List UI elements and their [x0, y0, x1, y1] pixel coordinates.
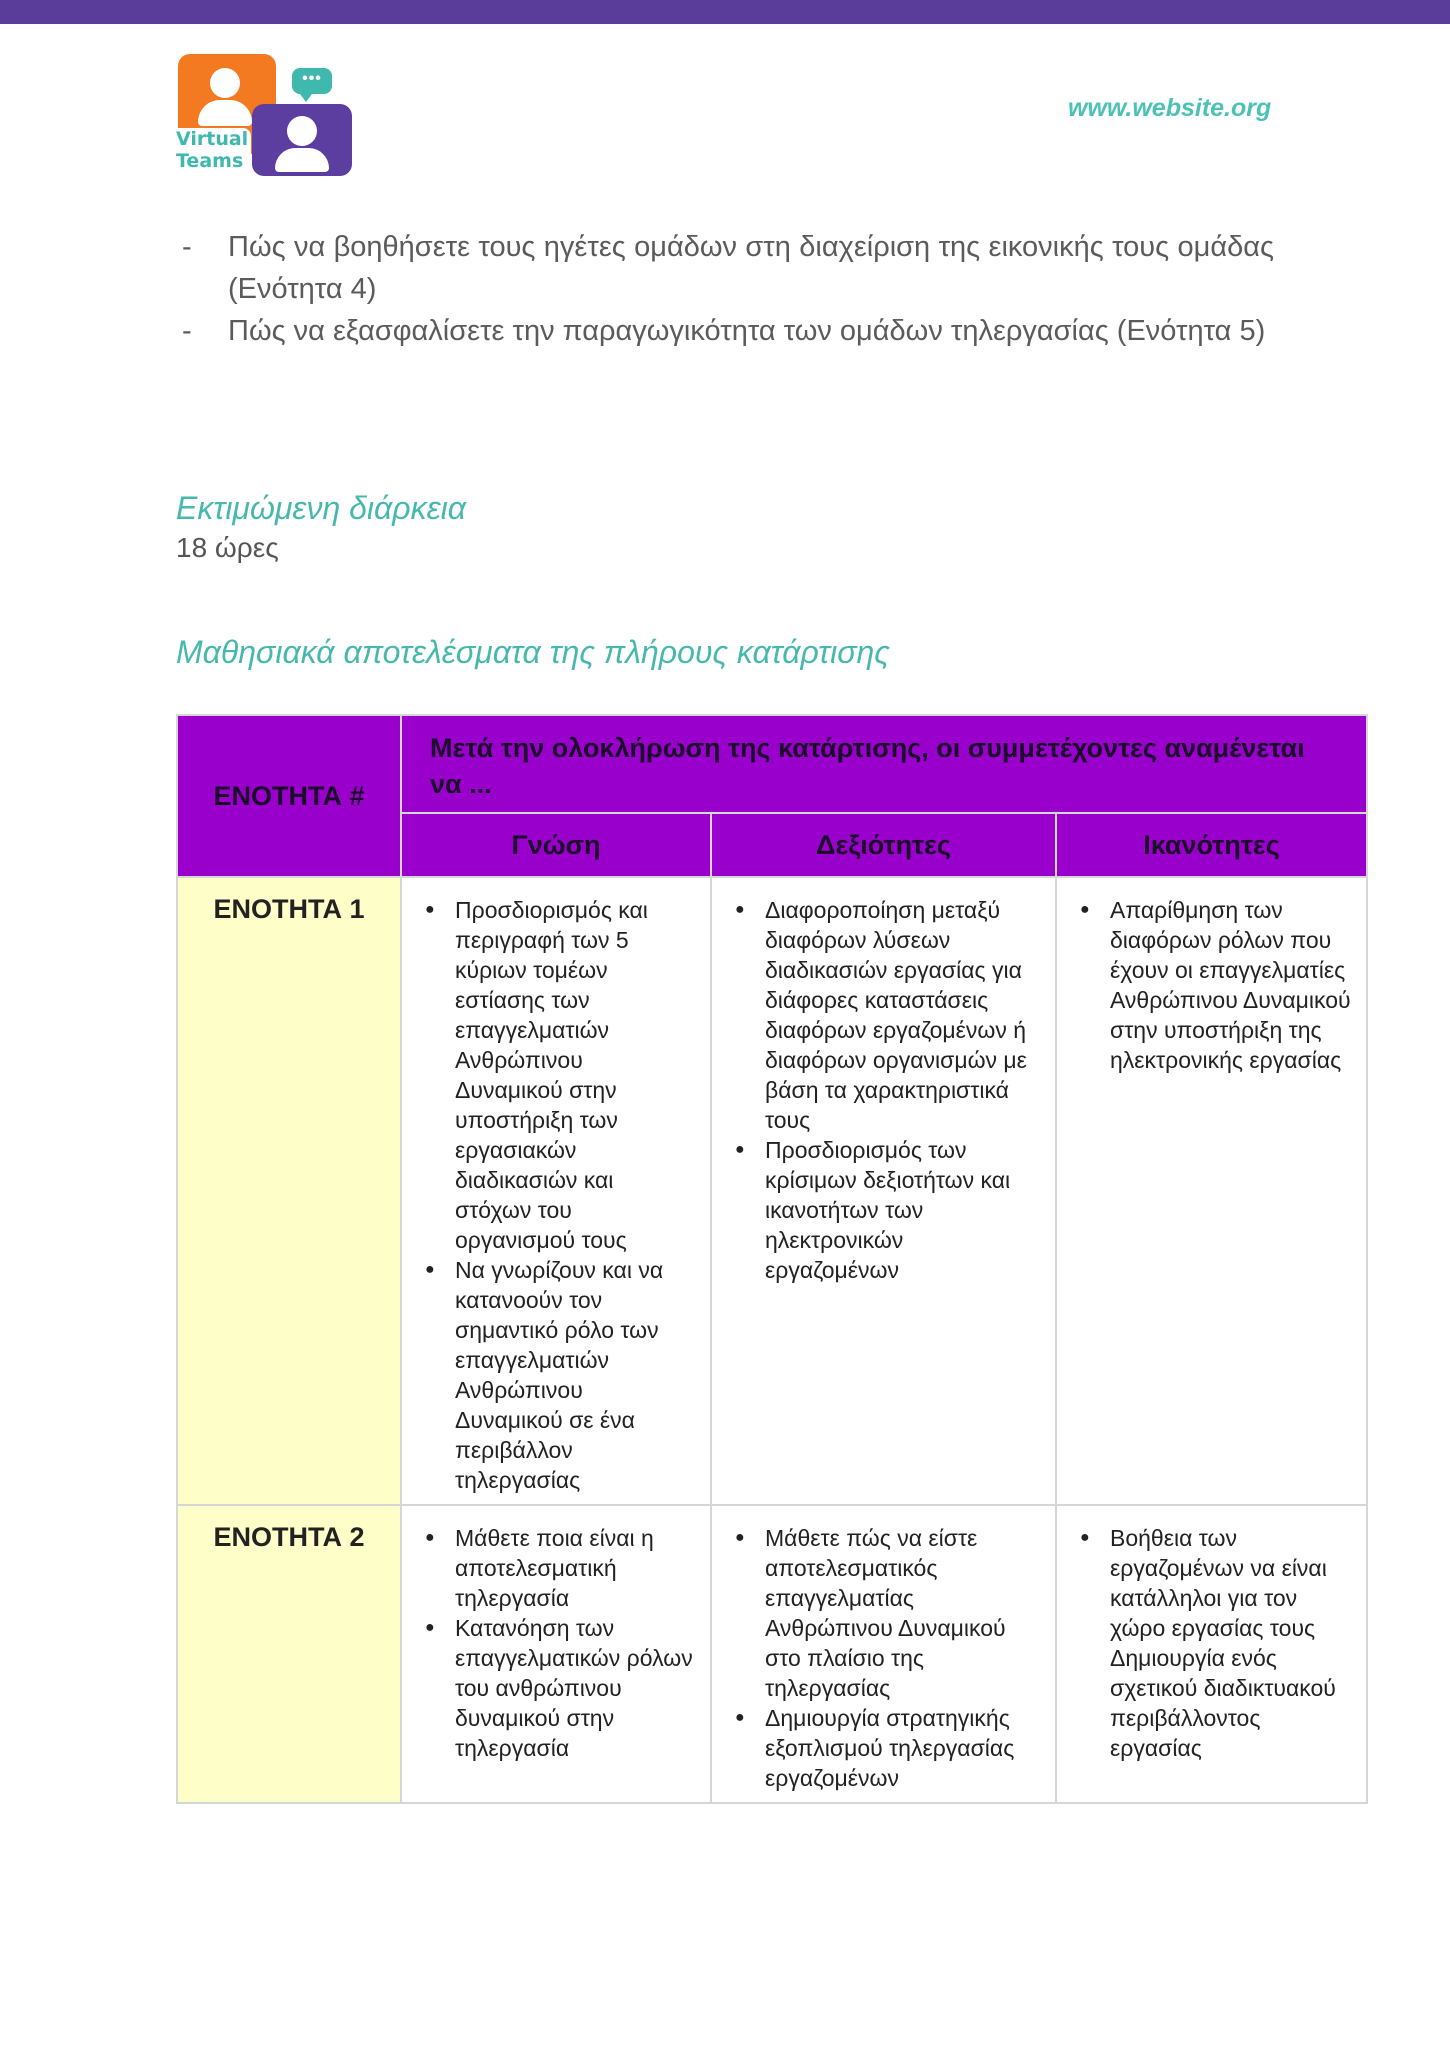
header-skills: Δεξιότητες — [711, 813, 1056, 877]
chat-bubble-icon: ••• — [292, 68, 332, 94]
logo-text: Virtual Teams — [176, 128, 251, 172]
header-after-training: Μετά την ολοκλήρωση της κατάρτισης, οι συμμετέχοντες αναμένεται να ... — [401, 715, 1367, 813]
intro-bullet-list — [176, 226, 1274, 352]
unit-cell: ΕΝΟΤΗΤΑ 2 — [177, 1505, 401, 1803]
competences-cell — [1056, 877, 1367, 1505]
virtual-teams-logo — [176, 52, 356, 182]
logo-person-icon — [287, 116, 317, 146]
duration-value: 18 ώρες — [176, 532, 279, 563]
top-accent-bar — [0, 0, 1450, 24]
table-row — [177, 1505, 1367, 1803]
list-item: ● Δημιουργία στρατηγικής εξοπλισμού τηλεργασίας εργαζομένων — [765, 1703, 1040, 1793]
list-item: - Πώς να εξασφαλίσετε την παραγωγικότητα των ομάδων τηλεργασίας (Ενότητα 5) — [182, 315, 1266, 347]
list-item: ● Μάθετε ποια είναι η αποτελεσματική τηλεργασία — [455, 1523, 695, 1613]
knowledge-cell — [401, 1505, 711, 1803]
list-item: - Πώς να βοηθήσετε τους ηγέτες ομάδων στη διαχείριση της εικονικής τους ομάδας (Ενότητα 4) — [182, 231, 1274, 305]
list-item: ● Βοήθεια των εργαζομένων να είναι κατάλληλοι για τον χώρο εργασίας τους Δημιουργία ενός σχετικού διαδικτυακού περιβάλλοντος εργασίας — [1110, 1523, 1351, 1763]
competences-cell — [1056, 1505, 1367, 1803]
unit-cell: ΕΝΟΤΗΤΑ 1 — [177, 877, 401, 1505]
list-item: ● Διαφοροποίηση μεταξύ διαφόρων λύσεων διαδικασιών εργασίας για διάφορες καταστάσεις διαφόρων εργαζομένων ή διαφόρων οργανισμών με βάση τα χαρακτηριστικά τους — [765, 895, 1040, 1135]
website-url[interactable]: www.website.org — [1068, 94, 1272, 122]
header-knowledge: Γνώση — [401, 813, 711, 877]
list-item: ● Προσδιορισμός των κρίσιμων δεξιοτήτων και ικανοτήτων των ηλεκτρονικών εργαζομένων — [765, 1135, 1040, 1285]
list-item: ● Μάθετε πώς να είστε αποτελεσματικός επαγγελματίας Ανθρώπινου Δυναμικού στο πλαίσιο της τηλεργασίας — [765, 1523, 1040, 1703]
list-item: ● Απαρίθμηση των διαφόρων ρόλων που έχουν οι επαγγελματίες Ανθρώπινου Δυναμικού στην υποστήριξη της ηλεκτρονικής εργασίας — [1110, 895, 1351, 1075]
skills-cell — [711, 877, 1056, 1505]
logo-person-body — [275, 148, 329, 172]
outcomes-heading: Μαθησιακά αποτελέσματα της πλήρους κατάρτισης — [176, 634, 890, 670]
list-item: ● Προσδιορισμός και περιγραφή των 5 κύριων τομέων εστίασης των επαγγελματιών Ανθρώπινου Δυναμικού στην υποστήριξη των εργασιακών διαδικασιών και στόχων του οργανισμού τους — [455, 895, 695, 1255]
duration-heading: Εκτιμώμενη διάρκεια — [176, 490, 467, 526]
learning-outcomes-table — [176, 714, 1368, 1804]
skills-cell — [711, 1505, 1056, 1803]
header-competences: Ικανότητες — [1056, 813, 1367, 877]
table-row — [177, 877, 1367, 1505]
knowledge-cell — [401, 877, 711, 1505]
header-unit: ΕΝΟΤΗΤΑ # — [177, 715, 401, 877]
list-item: ● Κατανόηση των επαγγελματικών ρόλων του ανθρώπινου δυναμικού στην τηλεργασία — [455, 1613, 695, 1763]
list-item: ● Να γνωρίζουν και να κατανοούν τον σημαντικό ρόλο των επαγγελματιών Ανθρώπινου Δυναμικού σε ένα περιβάλλον τηλεργασίας — [455, 1255, 695, 1495]
logo-person-icon — [210, 68, 240, 98]
